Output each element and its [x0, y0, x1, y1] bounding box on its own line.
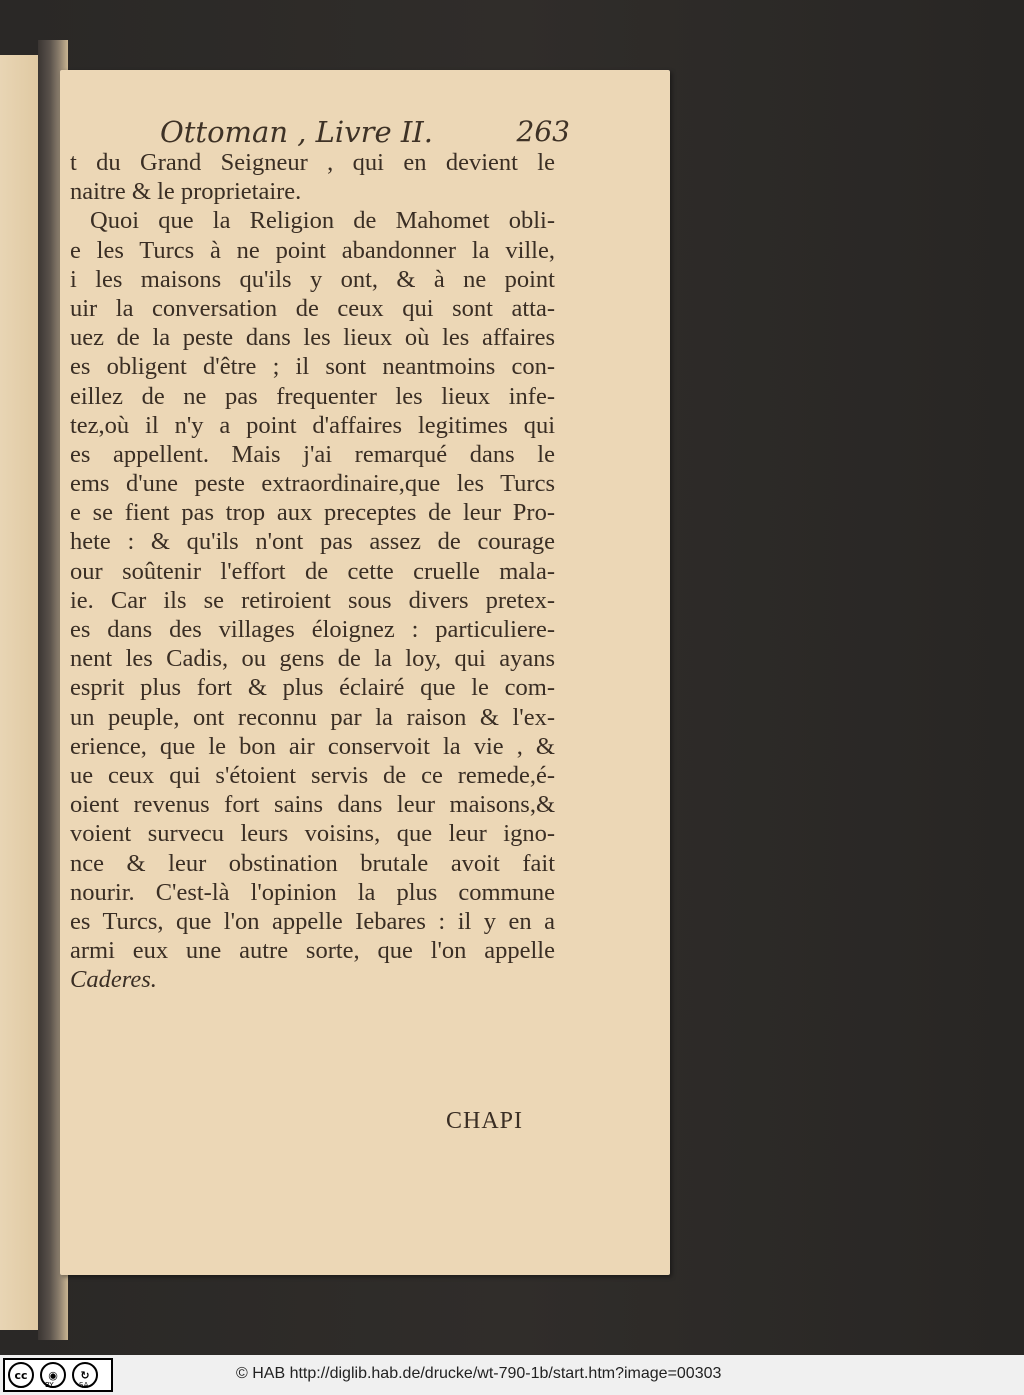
- page-header: [150, 113, 570, 153]
- text-line: es dans des villages éloignez : particuliere-: [70, 616, 555, 643]
- text-line: nent les Cadis, ou gens de la loy, qui ayans: [70, 645, 555, 673]
- text-line: tez,où il n'y a point d'affaires legitimes qui: [70, 411, 555, 439]
- text-line: es Turcs, que l'on appelle Iebares : il y en a: [70, 907, 555, 935]
- text-line: armi eux une autre sorte, que l'on appelle: [70, 937, 555, 965]
- text-line: hete : & qu'ils n'ont pas assez de courage: [70, 528, 555, 556]
- text-line: es obligent d'être ; il sont neantmoins con-: [70, 353, 555, 381]
- by-label: BY: [45, 1381, 54, 1389]
- text-line: ie. Car ils se retiroient sous divers pretex-: [70, 586, 555, 614]
- by-icon: ◉: [40, 1362, 66, 1388]
- text-line: erience, que le bon air conservoit la vie , &: [70, 732, 555, 760]
- page-number: 263: [516, 115, 570, 148]
- text-line: e les Turcs à ne point abandonner la ville,: [70, 236, 555, 264]
- footer-bar: [0, 1355, 1024, 1395]
- credit-link[interactable]: © HAB http://diglib.hab.de/drucke/wt-790-1b/start.htm?image=00303: [236, 1365, 722, 1382]
- text-line: nourir. C'est-là l'opinion la plus commune: [70, 878, 555, 906]
- text-line: un peuple, ont reconnu par la raison & l'ex-: [70, 703, 555, 731]
- text-line: our soûtenir l'effort de cette cruelle mala-: [70, 557, 555, 585]
- running-head: Ottoman , Livre II.: [160, 115, 433, 149]
- text-line: Quoi que la Religion de Mahomet obli-: [90, 207, 555, 235]
- text-line: uez de la peste dans les lieux où les affaires: [70, 324, 555, 352]
- body-text: [70, 148, 555, 994]
- previous-page-edge: [0, 55, 40, 1330]
- text-line: es appellent. Mais j'ai remarqué dans le: [70, 440, 555, 468]
- text-line: eillez de ne pas frequenter les lieux infe-: [70, 382, 555, 410]
- text-line: oient revenus fort sains dans leur maisons,&: [70, 791, 555, 819]
- text-line: nce & leur obstination brutale avoit fait: [70, 849, 555, 877]
- sa-label: SA: [79, 1381, 89, 1389]
- cc-icon: cc: [8, 1362, 34, 1388]
- text-line: uir la conversation de ceux qui sont atta-: [70, 294, 555, 322]
- text-line: t du Grand Seigneur , qui en devient le: [70, 149, 555, 176]
- text-line: i les maisons qu'ils y ont, & à ne point: [70, 265, 555, 293]
- sa-icon: ↻: [72, 1362, 98, 1388]
- text-line: ems d'une peste extraordinaire,que les Turcs: [70, 470, 555, 498]
- text-line: naitre & le proprietaire.: [70, 178, 302, 206]
- text-line: esprit plus fort & plus éclairé que le com-: [70, 674, 555, 702]
- text-line: ue ceux qui s'étoient servis de ce remede,é-: [70, 761, 555, 789]
- text-line: e se fient pas trop aux preceptes de leur Pro-: [70, 499, 555, 527]
- text-line: Caderes.: [70, 966, 157, 994]
- text-line: voient survecu leurs voisins, que leur igno-: [70, 820, 555, 848]
- catchword: CHAPI: [446, 1108, 524, 1134]
- cc-by-sa-icon[interactable]: [3, 1358, 113, 1392]
